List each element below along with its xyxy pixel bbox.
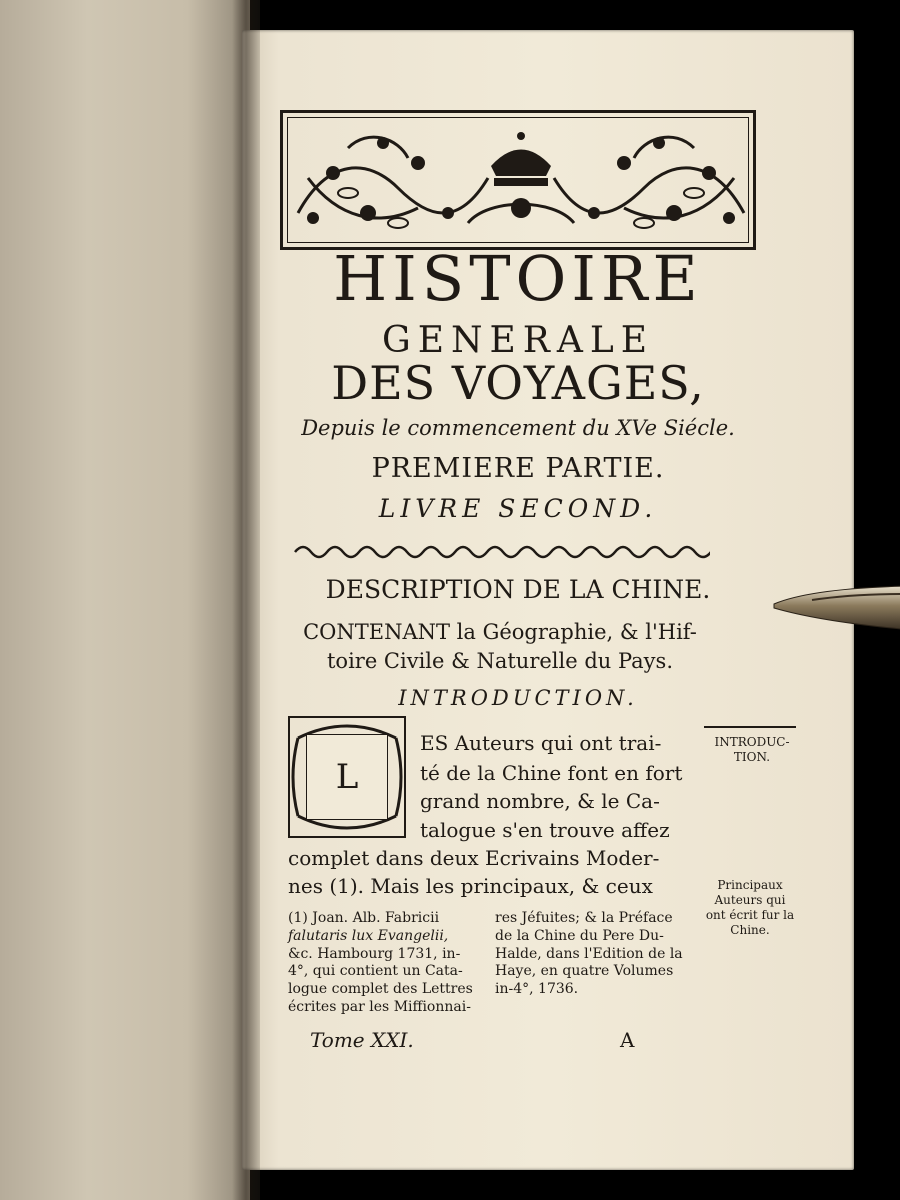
headpiece-inner-frame [287,117,749,243]
footnote-left-line-2: falutaris lux Evangelii, [288,927,449,944]
body-line-2: té de la Chine font en fort [420,761,683,785]
footnote-left-line-6: écrites par les Miffionnai- [288,998,471,1015]
subtitle: Depuis le commencement du XVe Siécle. [301,416,735,440]
book-gutter [232,0,260,1200]
body-line-6: nes (1). Mais les principaux, & ceux [288,874,653,898]
margin-note-2-line-1: Principaux [717,878,783,892]
drop-cap-frame [288,716,406,838]
margin-note-introduction [710,735,794,765]
body-line-1: ES Auteurs qui ont trai- [420,731,662,755]
book-heading: LIVRE SECOND. [378,494,658,523]
footnote-right [495,910,683,999]
footnote-left-line-5: logue complet des Lettres [288,981,473,998]
margin-note-principaux [700,878,800,938]
footnote-right-line-2: de la Chine du Pere Du- [495,927,664,944]
margin-rule [704,726,796,728]
introduction-heading: INTRODUCTION. [398,686,638,710]
drop-cap-letter: L [306,734,388,820]
title-line-3: DES VOYAGES, [331,356,705,410]
margin-note-2-line-4: Chine. [730,923,770,937]
body-line-3: grand nombre, & le Ca- [420,789,660,813]
footnote-left-line-4: 4°, qui contient un Cata- [288,963,463,980]
footnote-right-line-3: Halde, dans l'Edition de la [495,945,683,962]
footnote-left-line-1: (1) Joan. Alb. Fabricii [288,910,440,926]
part-heading: PREMIERE PARTIE. [371,453,665,484]
contents-line-1: CONTENANT la Géographie, & l'Hif- [303,620,697,644]
body-line-4: talogue s'en trouve affez [420,818,670,842]
margin-note-1-line-2: TION. [733,750,771,764]
contents-line-2: toire Civile & Naturelle du Pays. [326,649,674,674]
title-line-2: GENERALE [381,320,655,361]
body-line-5: complet dans deux Ecrivains Moder- [288,846,660,870]
margin-note-2-line-3: ont écrit fur la [705,908,795,922]
footnote-right-line-4: Haye, en quatre Volumes [495,963,674,980]
footnote-right-line-5: in-4°, 1736. [495,981,579,998]
tome-label: Tome XXI. [310,1028,414,1052]
margin-note-1-line-1: INTRODUC- [714,735,790,749]
headpiece-ornament [280,110,756,250]
footnote-right-line-1: res Jéfuites; & la Préface [495,910,673,926]
bookmark-pen-icon [772,582,900,634]
section-heading: DESCRIPTION DE LA CHINE. [325,575,711,604]
left-page [0,0,250,1200]
footnote-left-line-3: &c. Hambourg 1731, in- [288,945,461,962]
footnote-left [288,910,473,1017]
signature-mark: A [620,1028,635,1052]
floral-crown-icon [288,118,754,248]
margin-note-2-line-2: Auteurs qui [714,893,786,907]
ornamental-rule-icon [290,542,710,562]
title-line-1: HISTOIRE [333,242,703,315]
contents-text [290,618,710,677]
